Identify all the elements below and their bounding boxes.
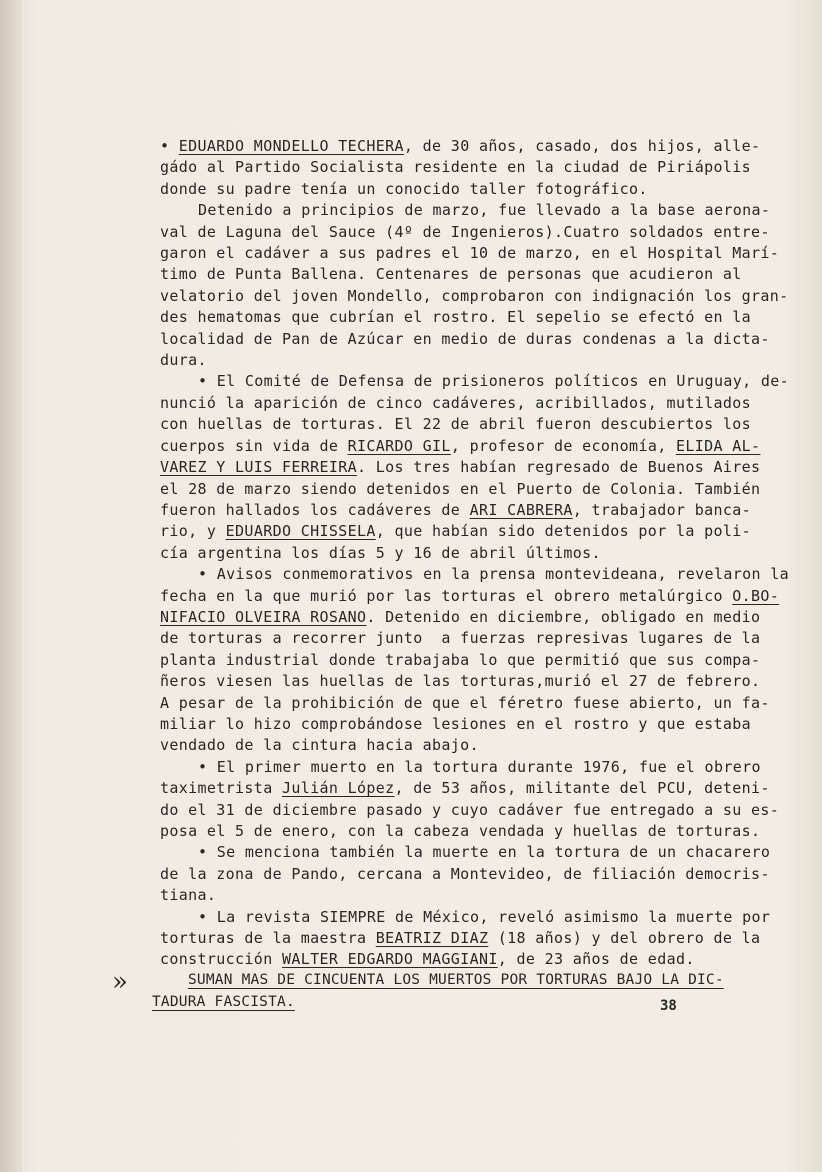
paragraph (160, 757, 780, 843)
text-line (160, 821, 761, 842)
guillemet-marker: » (112, 967, 129, 997)
text-line (160, 521, 751, 542)
paragraph (160, 136, 789, 371)
text-line (160, 864, 770, 885)
text-run: • La revista SIEMPRE de México, reveló asimismo la muerte por (198, 907, 771, 926)
body-text (160, 136, 789, 971)
text-run: tiana. (160, 886, 217, 905)
text-run: timo de Punta Ballena. Centenares de personas que acudieron al (160, 265, 742, 284)
text-run: , de 30 años, casado, dos hijos, alle- (403, 137, 761, 155)
text-run: gádo al Partido Socialista residente en la ciudad de Piriápolis (160, 158, 751, 177)
text-line (160, 436, 761, 457)
text-line (160, 393, 751, 414)
text-line (160, 329, 770, 350)
underlined-name: NIFACIO OLVEIRA ROSANO (160, 607, 367, 626)
paragraph (160, 371, 789, 564)
underlined-name: RICARDO GIL (347, 436, 451, 455)
text-run: localidad de Pan de Azúcar en medio de duras condenas a la dicta- (160, 329, 770, 348)
underlined-name: VAREZ Y LUIS FERREIRA (160, 458, 357, 477)
text-line (160, 650, 761, 671)
text-line (160, 457, 761, 478)
closing-line-2: TADURA FASCISTA. (152, 994, 295, 1010)
text-line (160, 928, 761, 949)
text-line (160, 264, 742, 285)
paragraph (160, 907, 771, 971)
text-line (160, 757, 761, 778)
text-run: fueron hallados los cadáveres de (160, 500, 470, 519)
text-run: con huellas de torturas. El 22 de abril fueron descubiertos los (160, 415, 751, 434)
text-run: el 28 de marzo siendo detenidos en el Puerto de Colonia. También (160, 479, 761, 498)
text-run: de la zona de Pando, cercana a Montevideo, de filiación democris- (160, 864, 770, 883)
text-run: do el 31 de diciembre pasado y cuyo cadáver fue entregado a su es- (160, 800, 780, 819)
underlined-name: ARI CABRERA (469, 500, 573, 519)
text-line (160, 564, 789, 585)
text-line (160, 222, 770, 243)
paragraph (160, 564, 789, 757)
text-run: garon el cadáver a sus padres el 10 de marzo, en el Hospital Marí- (160, 244, 780, 263)
text-run: , profesor de economía, (450, 436, 676, 455)
text-run: ñeros viesen las huellas de las torturas,murió el 27 de febrero. (160, 672, 761, 691)
text-run: planta industrial donde trabajaba lo que permitió que sus compa- (160, 650, 761, 669)
underlined-name: EDUARDO MONDELLO TECHERA (178, 137, 404, 155)
text-line (160, 543, 732, 564)
text-run: • Se menciona también la muerte en la tortura de un chacarero (198, 843, 771, 862)
paragraph (160, 842, 771, 906)
text-run: Detenido a principios de marzo, fue llevado a la base aerona- (198, 201, 771, 220)
text-line (160, 586, 780, 607)
text-line (160, 500, 752, 521)
text-line (160, 307, 751, 328)
text-run: vendado de la cintura hacia abajo. (160, 736, 479, 755)
text-run: • El Comité de Defensa de prisioneros políticos en Uruguay, de- (198, 372, 789, 391)
text-run: construcción (160, 950, 282, 969)
text-line (160, 885, 732, 906)
text-run: taximetrista (160, 779, 282, 798)
page-number: 38 (660, 998, 677, 1014)
text-run: • (160, 137, 179, 155)
text-run: , trabajador banca- (572, 500, 752, 519)
text-run: . Los tres habían regresado de Buenos Aires (357, 458, 761, 477)
text-line (160, 179, 732, 200)
text-line (160, 842, 771, 863)
text-run: cuerpos sin vida de (160, 436, 348, 455)
text-line (160, 714, 751, 735)
text-run: val de Laguna del Sauce (4º de Ingenieros).Cuatro soldados entre- (160, 222, 770, 241)
text-run: nunció la aparición de cinco cadáveres, acribillados, mutilados (160, 393, 751, 412)
text-line (160, 200, 771, 221)
text-line (160, 693, 770, 714)
underlined-name: ELIDA AL- (675, 436, 761, 455)
underlined-name: O.BO- (732, 586, 780, 605)
text-run: . Detenido en diciembre, obligado en medio (366, 607, 761, 626)
page-spine (0, 0, 22, 1172)
text-run: torturas de la maestra (160, 929, 376, 948)
text-run: • Avisos conmemorativos en la prensa montevideana, revelaron la (198, 565, 789, 584)
text-run: dura. (160, 351, 207, 370)
text-line (160, 778, 770, 799)
text-line (160, 735, 732, 756)
text-line (160, 243, 780, 264)
text-run: rio, y (160, 522, 226, 541)
text-line (160, 414, 751, 435)
text-run: , de 23 años de edad. (497, 950, 695, 969)
closing-line-1: SUMAN MAS DE CINCUENTA LOS MUERTOS POR TORTURAS BAJO LA DIC- (188, 972, 724, 988)
text-line (160, 136, 761, 157)
text-line (160, 350, 732, 371)
text-run: de torturas a recorrer junto a fuerzas represivas lugares de la (160, 629, 761, 648)
text-run: , que habían sido detenidos por la poli- (375, 522, 751, 541)
underlined-name: EDUARDO CHISSELA (225, 522, 376, 541)
text-line (160, 907, 771, 928)
text-run: posa el 5 de enero, con la cabeza vendada y huellas de torturas. (160, 822, 761, 840)
underlined-name: Julián López (281, 779, 395, 798)
text-line (160, 607, 761, 628)
text-line (160, 479, 761, 500)
text-run: cía argentina los días 5 y 16 de abril últimos. (160, 543, 601, 562)
text-run: fecha en la que murió por las torturas el obrero metalúrgico (160, 586, 733, 605)
text-run: , de 53 años, militante del PCU, deteni- (394, 779, 770, 798)
text-run: (18 años) y del obrero de la (488, 929, 761, 948)
text-line (160, 371, 789, 392)
text-run: A pesar de la prohibición de que el féretro fuese abierto, un fa- (160, 693, 770, 712)
underlined-name: BEATRIZ DIAZ (375, 929, 489, 948)
text-run: velatorio del joven Mondello, comprobaron con indignación los gran- (160, 286, 789, 305)
text-run: des hematomas que cubrían el rostro. El sepelio se efectó en la (160, 308, 751, 327)
underlined-name: WALTER EDGARDO MAGGIANI (281, 950, 498, 969)
text-line (160, 286, 789, 307)
text-line (160, 157, 751, 178)
text-line (160, 671, 761, 692)
text-line (160, 628, 761, 649)
text-line (160, 800, 780, 821)
text-run: miliar lo hizo comprobándose lesiones en el rostro y que estaba (160, 714, 751, 733)
text-run: donde su padre tenía un conocido taller fotográfico. (160, 179, 648, 198)
text-run: • El primer muerto en la tortura durante 1976, fue el obrero (198, 757, 761, 776)
